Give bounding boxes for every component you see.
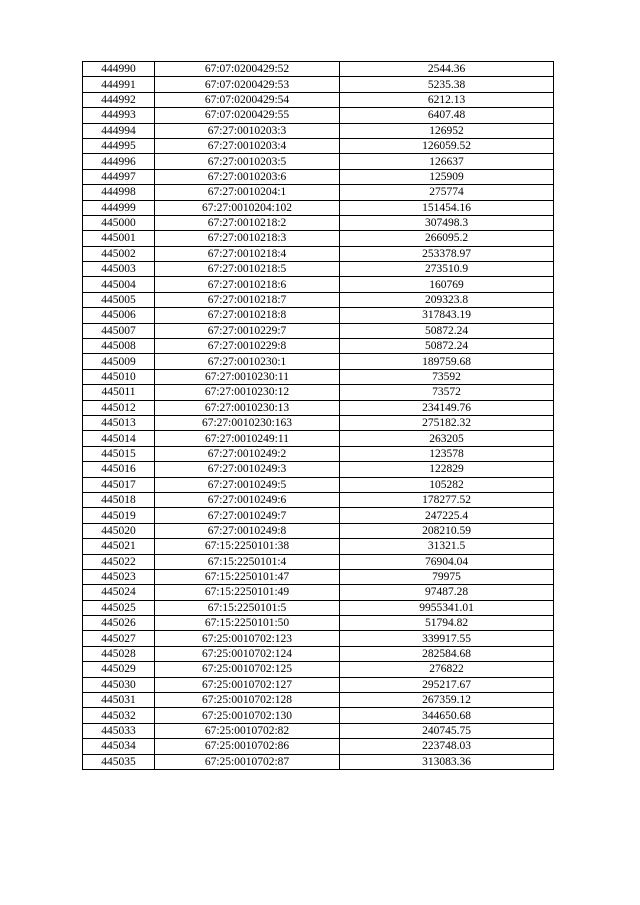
value-cell: 209323.8 xyxy=(340,292,554,307)
value-cell: 276822 xyxy=(340,662,554,677)
cadastral-number-cell: 67:25:0010702:128 xyxy=(155,693,340,708)
row-id-cell: 445014 xyxy=(83,431,155,446)
table-row xyxy=(83,508,554,523)
row-id-cell: 445002 xyxy=(83,246,155,261)
table-row xyxy=(83,631,554,646)
table-row xyxy=(83,277,554,292)
cadastral-number-cell: 67:25:0010702:130 xyxy=(155,708,340,723)
cadastral-number-cell: 67:27:0010230:12 xyxy=(155,385,340,400)
table-row xyxy=(83,569,554,584)
cadastral-number-cell: 67:25:0010702:123 xyxy=(155,631,340,646)
row-id-cell: 445032 xyxy=(83,708,155,723)
row-id-cell: 445006 xyxy=(83,308,155,323)
table-row xyxy=(83,62,554,77)
table-row xyxy=(83,646,554,661)
table-row xyxy=(83,477,554,492)
cadastral-number-cell: 67:27:0010229:7 xyxy=(155,323,340,338)
row-id-cell: 445031 xyxy=(83,693,155,708)
table-row xyxy=(83,339,554,354)
row-id-cell: 444999 xyxy=(83,200,155,215)
cadastral-number-cell: 67:15:2250101:49 xyxy=(155,585,340,600)
table-row xyxy=(83,108,554,123)
value-cell: 253378.97 xyxy=(340,246,554,261)
value-cell: 50872.24 xyxy=(340,323,554,338)
table-row xyxy=(83,616,554,631)
value-cell: 73572 xyxy=(340,385,554,400)
row-id-cell: 445010 xyxy=(83,369,155,384)
value-cell: 5235.38 xyxy=(340,77,554,92)
table-row xyxy=(83,693,554,708)
row-id-cell: 445013 xyxy=(83,415,155,430)
value-cell: 122829 xyxy=(340,462,554,477)
row-id-cell: 445035 xyxy=(83,754,155,769)
table-row xyxy=(83,77,554,92)
row-id-cell: 445016 xyxy=(83,462,155,477)
value-cell: 267359.12 xyxy=(340,693,554,708)
cadastral-number-cell: 67:07:0200429:53 xyxy=(155,77,340,92)
table-row xyxy=(83,323,554,338)
row-id-cell: 445012 xyxy=(83,400,155,415)
table-row xyxy=(83,154,554,169)
row-id-cell: 445020 xyxy=(83,523,155,538)
value-cell: 266095.2 xyxy=(340,231,554,246)
row-id-cell: 444992 xyxy=(83,92,155,107)
cadastral-number-cell: 67:27:0010204:102 xyxy=(155,200,340,215)
row-id-cell: 445015 xyxy=(83,446,155,461)
value-cell: 178277.52 xyxy=(340,492,554,507)
table-row xyxy=(83,708,554,723)
row-id-cell: 445029 xyxy=(83,662,155,677)
cadastral-number-cell: 67:15:2250101:38 xyxy=(155,539,340,554)
cadastral-number-cell: 67:27:0010249:7 xyxy=(155,508,340,523)
table-row xyxy=(83,462,554,477)
table-row xyxy=(83,354,554,369)
table-row xyxy=(83,662,554,677)
cadastral-number-cell: 67:25:0010702:125 xyxy=(155,662,340,677)
cadastral-number-cell: 67:27:0010249:8 xyxy=(155,523,340,538)
table-row xyxy=(83,585,554,600)
cadastral-number-cell: 67:27:0010218:2 xyxy=(155,215,340,230)
value-cell: 50872.24 xyxy=(340,339,554,354)
cadastral-number-cell: 67:15:2250101:50 xyxy=(155,616,340,631)
row-id-cell: 445019 xyxy=(83,508,155,523)
row-id-cell: 445027 xyxy=(83,631,155,646)
table-row xyxy=(83,292,554,307)
row-id-cell: 445034 xyxy=(83,739,155,754)
value-cell: 247225.4 xyxy=(340,508,554,523)
table-row xyxy=(83,539,554,554)
cadastral-number-cell: 67:07:0200429:52 xyxy=(155,62,340,77)
table-row xyxy=(83,231,554,246)
value-cell: 76904.04 xyxy=(340,554,554,569)
value-cell: 97487.28 xyxy=(340,585,554,600)
value-cell: 6407.48 xyxy=(340,108,554,123)
table-row xyxy=(83,492,554,507)
value-cell: 126059.52 xyxy=(340,138,554,153)
cadastral-number-cell: 67:25:0010702:124 xyxy=(155,646,340,661)
table-row xyxy=(83,431,554,446)
value-cell: 51794.82 xyxy=(340,616,554,631)
row-id-cell: 445026 xyxy=(83,616,155,631)
table-row xyxy=(83,200,554,215)
value-cell: 317843.19 xyxy=(340,308,554,323)
cadastral-number-cell: 67:27:0010230:13 xyxy=(155,400,340,415)
cadastral-number-cell: 67:27:0010249:2 xyxy=(155,446,340,461)
value-cell: 313083.36 xyxy=(340,754,554,769)
cadastral-number-cell: 67:25:0010702:82 xyxy=(155,723,340,738)
cadastral-number-cell: 67:27:0010203:4 xyxy=(155,138,340,153)
value-cell: 31321.5 xyxy=(340,539,554,554)
value-cell: 79975 xyxy=(340,569,554,584)
row-id-cell: 445000 xyxy=(83,215,155,230)
row-id-cell: 444997 xyxy=(83,169,155,184)
value-cell: 339917.55 xyxy=(340,631,554,646)
cadastral-number-cell: 67:27:0010229:8 xyxy=(155,339,340,354)
table-row xyxy=(83,262,554,277)
table-row xyxy=(83,523,554,538)
cadastral-number-cell: 67:25:0010702:87 xyxy=(155,754,340,769)
cadastral-number-cell: 67:27:0010230:1 xyxy=(155,354,340,369)
cadastral-number-cell: 67:27:0010249:11 xyxy=(155,431,340,446)
table-row xyxy=(83,138,554,153)
value-cell: 234149.76 xyxy=(340,400,554,415)
value-cell: 275774 xyxy=(340,185,554,200)
document-page xyxy=(82,61,553,770)
row-id-cell: 445022 xyxy=(83,554,155,569)
row-id-cell: 445033 xyxy=(83,723,155,738)
value-cell: 126637 xyxy=(340,154,554,169)
table-row xyxy=(83,554,554,569)
row-id-cell: 445021 xyxy=(83,539,155,554)
row-id-cell: 444993 xyxy=(83,108,155,123)
row-id-cell: 444996 xyxy=(83,154,155,169)
value-cell: 240745.75 xyxy=(340,723,554,738)
table-row xyxy=(83,169,554,184)
table-row xyxy=(83,723,554,738)
row-id-cell: 444990 xyxy=(83,62,155,77)
table-row xyxy=(83,123,554,138)
value-cell: 189759.68 xyxy=(340,354,554,369)
row-id-cell: 445004 xyxy=(83,277,155,292)
table-row xyxy=(83,369,554,384)
cadastral-number-cell: 67:25:0010702:86 xyxy=(155,739,340,754)
cadastral-number-cell: 67:27:0010218:3 xyxy=(155,231,340,246)
row-id-cell: 444995 xyxy=(83,138,155,153)
cadastral-number-cell: 67:27:0010203:6 xyxy=(155,169,340,184)
table-row xyxy=(83,385,554,400)
value-cell: 282584.68 xyxy=(340,646,554,661)
value-cell: 275182.32 xyxy=(340,415,554,430)
cadastral-number-cell: 67:27:0010218:7 xyxy=(155,292,340,307)
row-id-cell: 445017 xyxy=(83,477,155,492)
row-id-cell: 444998 xyxy=(83,185,155,200)
cadastral-number-cell: 67:15:2250101:47 xyxy=(155,569,340,584)
cadastral-number-cell: 67:15:2250101:5 xyxy=(155,600,340,615)
value-cell: 123578 xyxy=(340,446,554,461)
row-id-cell: 445018 xyxy=(83,492,155,507)
cadastral-number-cell: 67:27:0010203:3 xyxy=(155,123,340,138)
table-row xyxy=(83,92,554,107)
cadastral-number-cell: 67:07:0200429:54 xyxy=(155,92,340,107)
table-row xyxy=(83,677,554,692)
cadastral-number-cell: 67:27:0010218:6 xyxy=(155,277,340,292)
table-row xyxy=(83,600,554,615)
table-row xyxy=(83,446,554,461)
value-cell: 125909 xyxy=(340,169,554,184)
value-cell: 160769 xyxy=(340,277,554,292)
row-id-cell: 445008 xyxy=(83,339,155,354)
cadastral-number-cell: 67:25:0010702:127 xyxy=(155,677,340,692)
value-cell: 126952 xyxy=(340,123,554,138)
row-id-cell: 445001 xyxy=(83,231,155,246)
value-cell: 263205 xyxy=(340,431,554,446)
table-row xyxy=(83,246,554,261)
value-cell: 151454.16 xyxy=(340,200,554,215)
row-id-cell: 445023 xyxy=(83,569,155,584)
cadastral-number-cell: 67:27:0010249:3 xyxy=(155,462,340,477)
value-cell: 105282 xyxy=(340,477,554,492)
value-cell: 344650.68 xyxy=(340,708,554,723)
row-id-cell: 445028 xyxy=(83,646,155,661)
value-cell: 73592 xyxy=(340,369,554,384)
row-id-cell: 444991 xyxy=(83,77,155,92)
cadastral-number-cell: 67:15:2250101:4 xyxy=(155,554,340,569)
table-row xyxy=(83,400,554,415)
cadastral-number-cell: 67:27:0010249:5 xyxy=(155,477,340,492)
row-id-cell: 445003 xyxy=(83,262,155,277)
value-cell: 223748.03 xyxy=(340,739,554,754)
row-id-cell: 445024 xyxy=(83,585,155,600)
cadastral-number-cell: 67:27:0010249:6 xyxy=(155,492,340,507)
value-cell: 9955341.01 xyxy=(340,600,554,615)
cadastral-number-cell: 67:27:0010218:5 xyxy=(155,262,340,277)
value-cell: 307498.3 xyxy=(340,215,554,230)
cadastral-number-cell: 67:27:0010218:8 xyxy=(155,308,340,323)
table-body xyxy=(83,62,554,770)
value-cell: 208210.59 xyxy=(340,523,554,538)
row-id-cell: 445025 xyxy=(83,600,155,615)
value-cell: 6212.13 xyxy=(340,92,554,107)
row-id-cell: 444994 xyxy=(83,123,155,138)
row-id-cell: 445009 xyxy=(83,354,155,369)
row-id-cell: 445030 xyxy=(83,677,155,692)
cadastral-number-cell: 67:27:0010230:11 xyxy=(155,369,340,384)
data-table xyxy=(82,61,554,770)
cadastral-number-cell: 67:27:0010230:163 xyxy=(155,415,340,430)
table-row xyxy=(83,754,554,769)
table-row xyxy=(83,415,554,430)
value-cell: 295217.67 xyxy=(340,677,554,692)
cadastral-number-cell: 67:27:0010203:5 xyxy=(155,154,340,169)
cadastral-number-cell: 67:27:0010218:4 xyxy=(155,246,340,261)
row-id-cell: 445011 xyxy=(83,385,155,400)
value-cell: 273510.9 xyxy=(340,262,554,277)
row-id-cell: 445005 xyxy=(83,292,155,307)
value-cell: 2544.36 xyxy=(340,62,554,77)
table-row xyxy=(83,215,554,230)
cadastral-number-cell: 67:07:0200429:55 xyxy=(155,108,340,123)
row-id-cell: 445007 xyxy=(83,323,155,338)
table-row xyxy=(83,739,554,754)
table-row xyxy=(83,308,554,323)
cadastral-number-cell: 67:27:0010204:1 xyxy=(155,185,340,200)
table-row xyxy=(83,185,554,200)
